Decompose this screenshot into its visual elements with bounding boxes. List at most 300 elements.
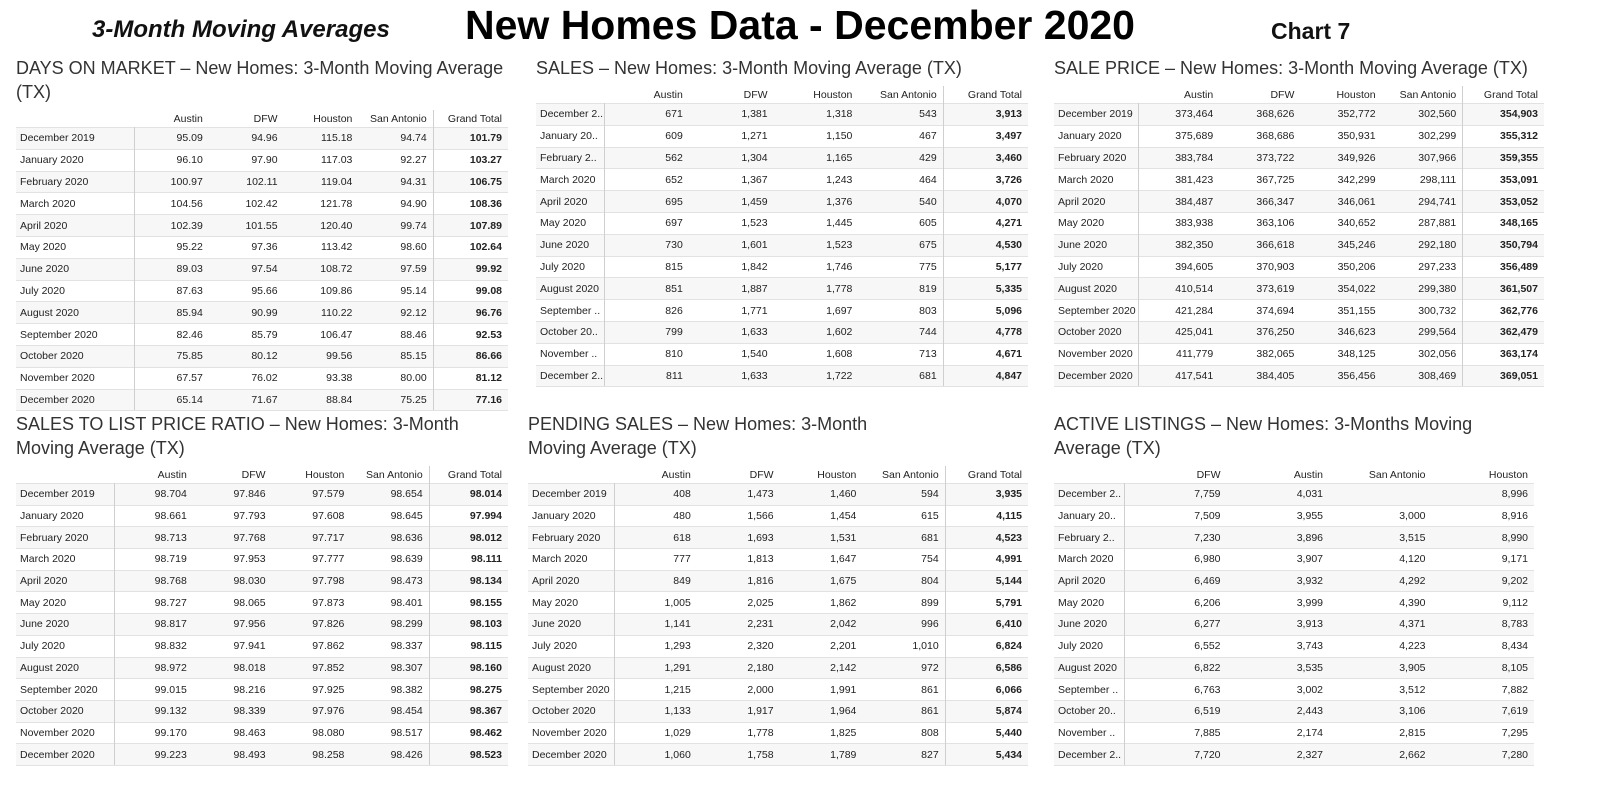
table-header-row: [16, 110, 508, 128]
panel-title: SALES – New Homes: 3-Month Moving Average (TX): [536, 58, 962, 78]
table-row: [16, 484, 508, 506]
row-label: August 2020: [528, 657, 614, 679]
table-cell: 361,507: [1463, 278, 1544, 300]
table-row: [16, 700, 508, 722]
table-cell: 97.36: [209, 236, 284, 258]
table-cell: 730: [604, 234, 689, 256]
table-cell: 97.54: [209, 258, 284, 280]
table-cell: 119.04: [284, 171, 359, 193]
table-cell: 1,647: [780, 549, 863, 571]
table-cell: 383,938: [1138, 212, 1219, 234]
table-cell: 1,991: [780, 679, 863, 701]
table-cell: 107.89: [433, 215, 508, 237]
table-cell: 97.717: [272, 527, 351, 549]
table-cell: 355,312: [1463, 125, 1544, 147]
table-cell: 410,514: [1138, 278, 1219, 300]
table-cell: 340,652: [1300, 212, 1381, 234]
table-cell: 98.636: [350, 527, 429, 549]
table-cell: 429: [858, 147, 943, 169]
table-row: [1054, 700, 1534, 722]
table-cell: 97.956: [193, 614, 272, 636]
row-label: July 2020: [16, 280, 134, 302]
table-cell: 95.22: [134, 236, 209, 258]
table-cell: 799: [604, 321, 689, 343]
table-cell: 98.080: [272, 722, 351, 744]
row-label: September 2020: [1054, 300, 1138, 322]
table-cell: 99.132: [114, 700, 193, 722]
column-header: Austin: [173, 112, 203, 125]
table-cell: 99.223: [114, 744, 193, 766]
table-cell: 6,206: [1124, 592, 1227, 614]
table-row: [16, 592, 508, 614]
table-cell: 363,106: [1219, 212, 1300, 234]
row-label: July 2020: [536, 256, 604, 278]
row-label: May 2020: [536, 212, 604, 234]
table-row: [16, 302, 508, 324]
table-cell: 98.155: [429, 592, 508, 614]
table-cell: 7,720: [1124, 744, 1227, 766]
table-cell: 972: [862, 657, 945, 679]
panel-title: SALE PRICE – New Homes: 3-Month Moving Average (TX): [1054, 58, 1528, 78]
table-cell: 1,531: [780, 527, 863, 549]
table-cell: 98.065: [193, 592, 272, 614]
table-cell: 100.97: [134, 171, 209, 193]
column-header: Austin: [1293, 468, 1323, 481]
row-label: March 2020: [528, 549, 614, 571]
column-header: [1054, 86, 1138, 104]
table-row: [16, 570, 508, 592]
table-row: [16, 149, 508, 171]
column-header: Grand Total: [945, 466, 1028, 484]
table-cell: 605: [858, 212, 943, 234]
table-cell: 1,816: [697, 570, 780, 592]
table-cell: 425,041: [1138, 321, 1219, 343]
table-row: [1054, 256, 1544, 278]
table-cell: 373,464: [1138, 104, 1219, 126]
table-cell: 675: [858, 234, 943, 256]
table-cell: 7,280: [1432, 744, 1535, 766]
row-label: November 2020: [16, 722, 114, 744]
table-cell: 366,347: [1219, 191, 1300, 213]
table-cell: 3,913: [1227, 614, 1330, 636]
table-row: [16, 367, 508, 389]
column-header: Houston: [313, 112, 353, 125]
table-cell: 1,778: [697, 722, 780, 744]
table-cell: 108.36: [433, 193, 508, 215]
table-cell: 300,732: [1382, 300, 1463, 322]
table-cell: 294,741: [1382, 191, 1463, 213]
table-cell: 3,896: [1227, 527, 1330, 549]
table-cell: 374,694: [1219, 300, 1300, 322]
table-header-row: [1054, 86, 1544, 104]
table-cell: 356,456: [1300, 365, 1381, 387]
column-header: Houston: [813, 88, 853, 101]
table-cell: 609: [604, 125, 689, 147]
row-label: February 2..: [536, 147, 604, 169]
table-cell: 97.925: [272, 679, 351, 701]
table-cell: 695: [604, 191, 689, 213]
table-cell: 777: [614, 549, 697, 571]
table-cell: 352,772: [1300, 104, 1381, 126]
table-cell: 1,601: [689, 234, 774, 256]
table-cell: 1,215: [614, 679, 697, 701]
table-cell: 5,434: [945, 744, 1028, 766]
table-cell: 4,070: [943, 191, 1028, 213]
table-cell: 98.299: [350, 614, 429, 636]
row-label: August 2020: [16, 657, 114, 679]
table-cell: 681: [862, 527, 945, 549]
table-cell: 1,445: [774, 212, 859, 234]
table-cell: 96.76: [433, 302, 508, 324]
table-cell: 4,292: [1329, 570, 1432, 592]
table-cell: 803: [858, 300, 943, 322]
table-cell: 97.953: [193, 549, 272, 571]
column-header: San Antonio: [1368, 468, 1426, 481]
table-cell: 98.426: [350, 744, 429, 766]
table-row: [1054, 212, 1544, 234]
table-cell: 97.873: [272, 592, 351, 614]
table-cell: 1,291: [614, 657, 697, 679]
table-cell: 2,201: [780, 635, 863, 657]
table-cell: 297,233: [1382, 256, 1463, 278]
table-cell: 384,405: [1219, 365, 1300, 387]
table-cell: 1,693: [697, 527, 780, 549]
row-label: April 2020: [1054, 191, 1138, 213]
table-cell: 6,469: [1124, 570, 1227, 592]
table-row: [16, 128, 508, 150]
table-cell: 362,776: [1463, 300, 1544, 322]
table-cell: 4,530: [943, 234, 1028, 256]
row-label: December 2020: [16, 389, 134, 411]
table-row: [528, 505, 1028, 527]
table-cell: 411,779: [1138, 343, 1219, 365]
table-cell: 417,541: [1138, 365, 1219, 387]
table-row: [16, 722, 508, 744]
table-cell: 899: [862, 592, 945, 614]
row-label: December 2020: [1054, 365, 1138, 387]
table-cell: 356,489: [1463, 256, 1544, 278]
table-cell: 94.90: [358, 193, 433, 215]
table-cell: 744: [858, 321, 943, 343]
table-cell: 7,619: [1432, 700, 1535, 722]
table-cell: 1,304: [689, 147, 774, 169]
table-cell: 98.719: [114, 549, 193, 571]
table-cell: 350,931: [1300, 125, 1381, 147]
table-row: [16, 345, 508, 367]
table-cell: 464: [858, 169, 943, 191]
data-table: [16, 110, 508, 411]
table-cell: 540: [858, 191, 943, 213]
table-cell: 98.473: [350, 570, 429, 592]
row-label: August 2020: [1054, 657, 1124, 679]
table-cell: 5,335: [943, 278, 1028, 300]
chart-label: Chart 7: [1271, 18, 1351, 44]
row-label: June 2020: [1054, 234, 1138, 256]
row-label: September ..: [536, 300, 604, 322]
table-row: [528, 635, 1028, 657]
table-cell: 1,675: [780, 570, 863, 592]
row-label: February 2020: [1054, 147, 1138, 169]
column-header: DFW: [1270, 88, 1295, 101]
table-cell: 308,469: [1382, 365, 1463, 387]
table-cell: 98.768: [114, 570, 193, 592]
row-label: August 2020: [1054, 278, 1138, 300]
table-cell: 97.579: [272, 484, 351, 506]
table-cell: 97.793: [193, 505, 272, 527]
table-row: [1054, 614, 1534, 636]
panel-active-listings: [1054, 412, 1534, 766]
row-label: December 2..: [1054, 744, 1124, 766]
column-header: San Antonio: [366, 468, 423, 481]
table-cell: 98.012: [429, 527, 508, 549]
table-cell: 98.401: [350, 592, 429, 614]
table-row: [1054, 549, 1534, 571]
table-cell: 1,473: [697, 484, 780, 506]
table-cell: 3,512: [1329, 679, 1432, 701]
column-header: Grand Total: [433, 110, 508, 128]
row-label: November 2020: [16, 367, 134, 389]
panel-title: SALES TO LIST PRICE RATIO – New Homes: 3-Month Moving Average (TX): [16, 414, 459, 458]
table-cell: 97.608: [272, 505, 351, 527]
table-row: [1054, 722, 1534, 744]
table-cell: 1,778: [774, 278, 859, 300]
table-cell: 121.78: [284, 193, 359, 215]
table-cell: 98.103: [429, 614, 508, 636]
table-cell: 827: [862, 744, 945, 766]
row-label: January 20..: [1054, 505, 1124, 527]
table-cell: 3,535: [1227, 657, 1330, 679]
row-label: January 20..: [536, 125, 604, 147]
row-label: July 2020: [16, 635, 114, 657]
table-cell: 815: [604, 256, 689, 278]
table-cell: 98.307: [350, 657, 429, 679]
table-cell: 287,881: [1382, 212, 1463, 234]
table-cell: 88.46: [358, 324, 433, 346]
table-cell: 98.523: [429, 744, 508, 766]
table-cell: 98.160: [429, 657, 508, 679]
table-cell: 348,165: [1463, 212, 1544, 234]
table-cell: 80.00: [358, 367, 433, 389]
table-row: [528, 614, 1028, 636]
table-cell: 99.08: [433, 280, 508, 302]
table-cell: 76.02: [209, 367, 284, 389]
table-cell: 1,165: [774, 147, 859, 169]
table-row: [536, 321, 1028, 343]
table-cell: 3,932: [1227, 570, 1330, 592]
table-cell: 98.462: [429, 722, 508, 744]
table-cell: 97.768: [193, 527, 272, 549]
row-label: May 2020: [16, 236, 134, 258]
row-label: October 2020: [528, 700, 614, 722]
table-cell: 375,689: [1138, 125, 1219, 147]
table-row: [528, 657, 1028, 679]
table-cell: 775: [858, 256, 943, 278]
table-cell: 5,791: [945, 592, 1028, 614]
table-cell: 1,789: [780, 744, 863, 766]
table-cell: 6,066: [945, 679, 1028, 701]
table-cell: 1,376: [774, 191, 859, 213]
table-cell: 1,271: [689, 125, 774, 147]
table-cell: 97.994: [429, 505, 508, 527]
table-cell: 4,031: [1227, 484, 1330, 506]
table-cell: 307,966: [1382, 147, 1463, 169]
table-cell: 6,824: [945, 635, 1028, 657]
table-cell: 98.713: [114, 527, 193, 549]
table-cell: 81.12: [433, 367, 508, 389]
table-cell: 3,935: [945, 484, 1028, 506]
row-label: November 2020: [528, 722, 614, 744]
row-label: December 2..: [1054, 484, 1124, 506]
table-cell: 110.22: [284, 302, 359, 324]
table-cell: 811: [604, 365, 689, 387]
table-cell: 102.11: [209, 171, 284, 193]
table-row: [536, 104, 1028, 126]
table-cell: 1,917: [697, 700, 780, 722]
table-row: [16, 549, 508, 571]
table-cell: 98.275: [429, 679, 508, 701]
table-cell: 98.367: [429, 700, 508, 722]
table-cell: 98.60: [358, 236, 433, 258]
table-cell: 849: [614, 570, 697, 592]
table-cell: 1,758: [697, 744, 780, 766]
table-cell: 98.645: [350, 505, 429, 527]
table-cell: 98.972: [114, 657, 193, 679]
table-cell: 4,991: [945, 549, 1028, 571]
table-cell: 5,440: [945, 722, 1028, 744]
table-cell: 349,926: [1300, 147, 1381, 169]
table-cell: 1,813: [697, 549, 780, 571]
row-label: October 2020: [16, 700, 114, 722]
table-cell: 102.39: [134, 215, 209, 237]
table-cell: 804: [862, 570, 945, 592]
table-cell: 351,155: [1300, 300, 1381, 322]
table-cell: 350,206: [1300, 256, 1381, 278]
panel-sales-to-list-ratio: [16, 412, 508, 766]
table-cell: 713: [858, 343, 943, 365]
table-cell: 3,907: [1227, 549, 1330, 571]
table-cell: 4,271: [943, 212, 1028, 234]
table-row: [528, 549, 1028, 571]
table-cell: 1,005: [614, 592, 697, 614]
table-cell: 697: [604, 212, 689, 234]
table-cell: 97.59: [358, 258, 433, 280]
table-cell: 7,295: [1432, 722, 1535, 744]
table-row: [1054, 104, 1544, 126]
table-cell: 8,990: [1432, 527, 1535, 549]
table-row: [1054, 570, 1534, 592]
row-label: January 2020: [16, 149, 134, 171]
table-row: [536, 234, 1028, 256]
table-cell: 1,150: [774, 125, 859, 147]
table-row: [528, 527, 1028, 549]
table-cell: 82.46: [134, 324, 209, 346]
table-cell: 97.90: [209, 149, 284, 171]
table-cell: 89.03: [134, 258, 209, 280]
table-cell: 373,619: [1219, 278, 1300, 300]
row-label: December 2019: [1054, 104, 1138, 126]
table-row: [16, 744, 508, 766]
table-cell: 98.018: [193, 657, 272, 679]
table-cell: 302,560: [1382, 104, 1463, 126]
table-cell: 368,686: [1219, 125, 1300, 147]
table-cell: 1,825: [780, 722, 863, 744]
column-header: DFW: [749, 468, 774, 481]
table-cell: 618: [614, 527, 697, 549]
row-label: January 2020: [528, 505, 614, 527]
row-label: March 2020: [1054, 549, 1124, 571]
row-label: June 2020: [1054, 614, 1124, 636]
row-label: September 2020: [528, 679, 614, 701]
table-cell: 2,142: [780, 657, 863, 679]
table-row: [1054, 191, 1544, 213]
table-cell: 80.12: [209, 345, 284, 367]
table-header-row: [528, 466, 1028, 484]
row-label: February 2020: [16, 527, 114, 549]
table-cell: 383,784: [1138, 147, 1219, 169]
table-cell: 98.014: [429, 484, 508, 506]
row-label: December 2019: [528, 484, 614, 506]
table-cell: 98.661: [114, 505, 193, 527]
table-row: [16, 258, 508, 280]
column-header: San Antonio: [880, 88, 937, 101]
table-row: [528, 679, 1028, 701]
table-cell: 106.75: [433, 171, 508, 193]
table-row: [528, 570, 1028, 592]
table-cell: 101.55: [209, 215, 284, 237]
table-cell: 1,633: [689, 365, 774, 387]
table-cell: 120.40: [284, 215, 359, 237]
table-cell: 6,519: [1124, 700, 1227, 722]
table-cell: 113.42: [284, 236, 359, 258]
column-header: [528, 466, 614, 484]
column-header: Grand Total: [1463, 86, 1544, 104]
table-cell: 6,586: [945, 657, 1028, 679]
table-cell: 103.27: [433, 149, 508, 171]
table-cell: 99.56: [284, 345, 359, 367]
table-cell: 861: [862, 679, 945, 701]
table-row: [16, 527, 508, 549]
table-row: [528, 700, 1028, 722]
data-table: [16, 466, 508, 766]
data-table: [528, 466, 1028, 766]
table-cell: 363,174: [1463, 343, 1544, 365]
table-cell: 381,423: [1138, 169, 1219, 191]
table-cell: 5,874: [945, 700, 1028, 722]
table-cell: 97.826: [272, 614, 351, 636]
table-cell: 77.16: [433, 389, 508, 411]
table-row: [1054, 505, 1534, 527]
table-cell: 4,523: [945, 527, 1028, 549]
table-cell: 9,112: [1432, 592, 1535, 614]
row-label: September ..: [1054, 679, 1124, 701]
table-cell: 810: [604, 343, 689, 365]
table-cell: 7,759: [1124, 484, 1227, 506]
table-cell: 2,815: [1329, 722, 1432, 744]
table-cell: 4,223: [1329, 635, 1432, 657]
table-cell: 376,250: [1219, 321, 1300, 343]
column-header: DFW: [241, 468, 266, 481]
table-cell: 86.66: [433, 345, 508, 367]
table-row: [528, 744, 1028, 766]
row-label: December 2020: [16, 744, 114, 766]
table-cell: 93.38: [284, 367, 359, 389]
table-cell: 97.798: [272, 570, 351, 592]
table-cell: 85.94: [134, 302, 209, 324]
table-cell: 98.493: [193, 744, 272, 766]
row-label: April 2020: [16, 570, 114, 592]
table-row: [1054, 300, 1544, 322]
table-cell: 5,144: [945, 570, 1028, 592]
